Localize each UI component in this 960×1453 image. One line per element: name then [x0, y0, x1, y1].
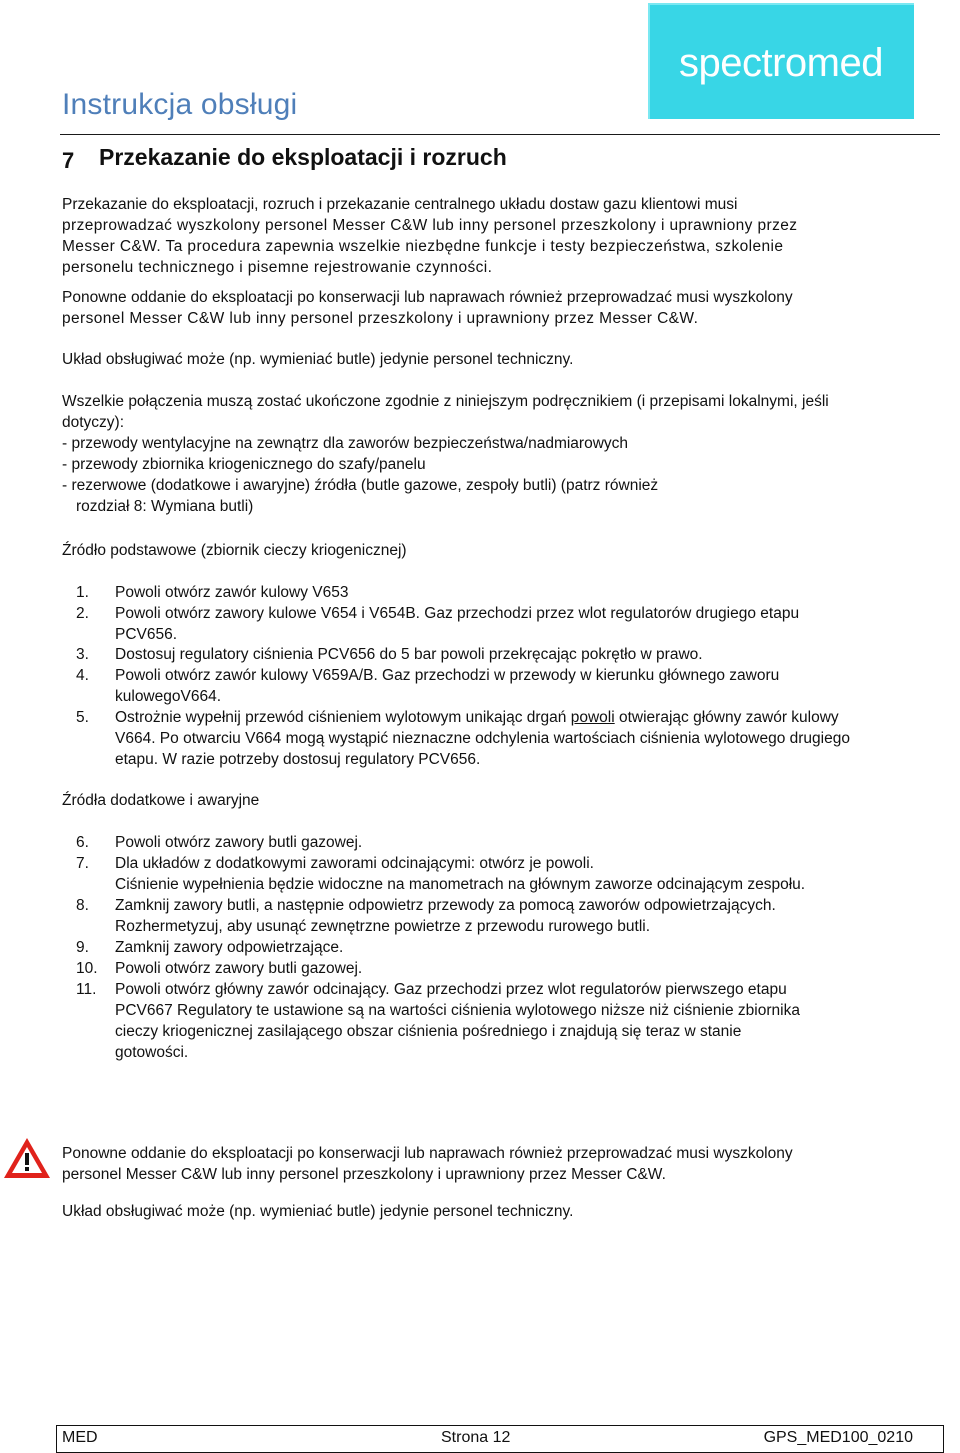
step-line: Powoli otwórz zawór kulowy V653 — [115, 584, 349, 601]
section-title: Przekazanie do eksploatacji i rozruch — [99, 144, 507, 170]
intro-paragraph — [62, 194, 952, 278]
step-line: Powoli otwórz zawory butli gazowej. — [115, 834, 363, 851]
logo-text: spectromed — [679, 41, 883, 85]
step-number: 11. — [76, 981, 97, 998]
step-text — [115, 958, 960, 979]
step-text — [115, 937, 960, 958]
step-text — [115, 644, 960, 665]
step-line: cieczy kriogenicznej zasilającego obszar ciśnienia pośredniego i znajdują się teraz w stanie — [115, 1023, 742, 1040]
step-number: 1. — [76, 584, 89, 601]
step-line: PCV667 Regulatory te ustawione są na wartości ciśnienia wylotowego niższe niż ciśnienie zbiornika — [115, 1002, 800, 1019]
intro-line: Przekazanie do eksploatacji, rozruch i przekazanie centralnego układu dostaw gazu klientowi musi — [62, 196, 738, 213]
intro-line: personelu technicznego i pisemne rejestrowanie czynności. — [62, 259, 493, 276]
step-line: Ciśnienie wypełnienia będzie widoczne na manometrach na głównym zaworze odcinającym zespołu. — [115, 876, 806, 893]
step-text-part: otwierając główny zawór kulowy — [614, 709, 839, 726]
recommission-line: personel Messer C&W lub inny personel przeszkolony i uprawniony przez Messer C&W. — [62, 310, 699, 327]
step-line: PCV656. — [115, 626, 178, 643]
recommission-line: Ponowne oddanie do eksploatacji po konserwacji lub naprawach również przeprowadzać musi wyszkolony — [62, 289, 793, 306]
step-number: 6. — [76, 834, 89, 851]
connections-line: rozdział 8: Wymiana butli) — [76, 498, 254, 515]
step-line: V664. Po otwarciu V664 mogą wystąpić nieznaczne odchylenia wartościach ciśnienia wylotowego drugiego — [115, 730, 850, 747]
step-line: Zamknij zawory butli, a następnie odpowietrz przewody za pomocą zaworów odpowietrzających. — [115, 897, 776, 914]
emphasis-underlined: powoli — [570, 709, 615, 726]
footer-left: MED — [62, 1429, 98, 1446]
section-number: 7 — [62, 148, 75, 173]
step-text — [115, 853, 960, 895]
connections-line: - rezerwowe (dodatkowe i awaryjne) źródła (butle gazowe, zespoły butli) (patrz również — [62, 477, 659, 494]
connections-line: Wszelkie połączenia muszą zostać ukończone zgodnie z niniejszym podręcznikiem (i przepisami lokalnymi, jeśli — [62, 393, 829, 410]
step-line: Rozhermetyzuj, aby usunąć zewnętrzne powietrze z przewodu rurowego butli. — [115, 918, 651, 935]
warning-paragraph — [62, 1143, 952, 1185]
intro-line: przeprowadzać wyszkolony personel Messer C&W lub inny personel przeszkolony i uprawniony przez — [62, 217, 798, 234]
recommission-paragraph — [62, 287, 952, 329]
step-line: Powoli otwórz zawór kulowy V659A/B. Gaz przechodzi w przewody w kierunku głównego zaworu — [115, 667, 780, 684]
step-line: Powoli otwórz zawory butli gazowej. — [115, 960, 363, 977]
step-number: 4. — [76, 667, 89, 684]
page-number: Strona 12 — [441, 1429, 511, 1446]
document-code: GPS_MED100_0210 — [763, 1429, 913, 1446]
step-number: 10. — [76, 960, 98, 977]
step-number: 5. — [76, 709, 89, 726]
step-text — [115, 707, 960, 770]
step-text-part: Ostrożnie wypełnij przewód ciśnieniem wylotowym unikając drgań — [115, 709, 571, 726]
header-divider — [60, 134, 940, 135]
step-line: Dostosuj regulatory ciśnienia PCV656 do 5 bar powoli przekręcając pokrętło w prawo. — [115, 646, 703, 663]
step-text — [115, 603, 960, 645]
connections-line: - przewody wentylacyjne na zewnątrz dla zaworów bezpieczeństwa/nadmiarowych — [62, 435, 629, 452]
step-text — [115, 582, 960, 603]
step-text — [115, 832, 960, 853]
intro-line: Messer C&W. Ta procedura zapewnia wszelkie niezbędne funkcje i testy bezpieczeństwa, szkolenie — [62, 238, 784, 255]
step-line: Powoli otwórz zawory kulowe V654 i V654B. Gaz przechodzi przez wlot regulatorów drugiego etapu — [115, 605, 800, 622]
warning-note: Układ obsługiwać może (np. wymieniać butle) jedynie personel techniczny. — [62, 1203, 574, 1220]
page-footer — [56, 1425, 944, 1453]
backup-sources-heading: Źródła dodatkowe i awaryjne — [62, 792, 260, 809]
document-title: Instrukcja obsługi — [62, 88, 298, 121]
step-text — [115, 665, 960, 707]
spectromed-logo — [648, 3, 914, 119]
connections-line: - przewody zbiornika kriogenicznego do szafy/panelu — [62, 456, 426, 473]
step-line: Powoli otwórz główny zawór odcinający. Gaz przechodzi przez wlot regulatorów pierwszego etapu — [115, 981, 787, 998]
step-line: Zamknij zawory odpowietrzające. — [115, 939, 344, 956]
primary-source-heading: Źródło podstawowe (zbiornik cieczy kriogenicznej) — [62, 542, 407, 559]
step-line: gotowości. — [115, 1044, 189, 1061]
step-text — [115, 979, 960, 1063]
step-line — [115, 707, 960, 728]
step-number: 2. — [76, 605, 89, 622]
step-line: etapu. W razie potrzeby dostosuj regulatory PCV656. — [115, 751, 481, 768]
step-number: 3. — [76, 646, 89, 663]
step-line: Dla układów z dodatkowymi zaworami odcinającymi: otwórz je powoli. — [115, 855, 594, 872]
operation-note: Układ obsługiwać może (np. wymieniać butle) jedynie personel techniczny. — [62, 351, 574, 368]
connections-line: dotyczy): — [62, 414, 125, 431]
step-number: 8. — [76, 897, 89, 914]
step-text — [115, 895, 960, 937]
step-number: 9. — [76, 939, 89, 956]
warning-line: Ponowne oddanie do eksploatacji po konserwacji lub naprawach również przeprowadzać musi wyszkolony — [62, 1145, 793, 1162]
step-line: kulowegoV664. — [115, 688, 221, 705]
warning-line: personel Messer C&W lub inny personel przeszkolony i uprawniony przez Messer C&W. — [62, 1166, 666, 1183]
connections-paragraph — [62, 391, 952, 517]
warning-triangle-icon — [2, 1136, 52, 1180]
step-number: 7. — [76, 855, 89, 872]
